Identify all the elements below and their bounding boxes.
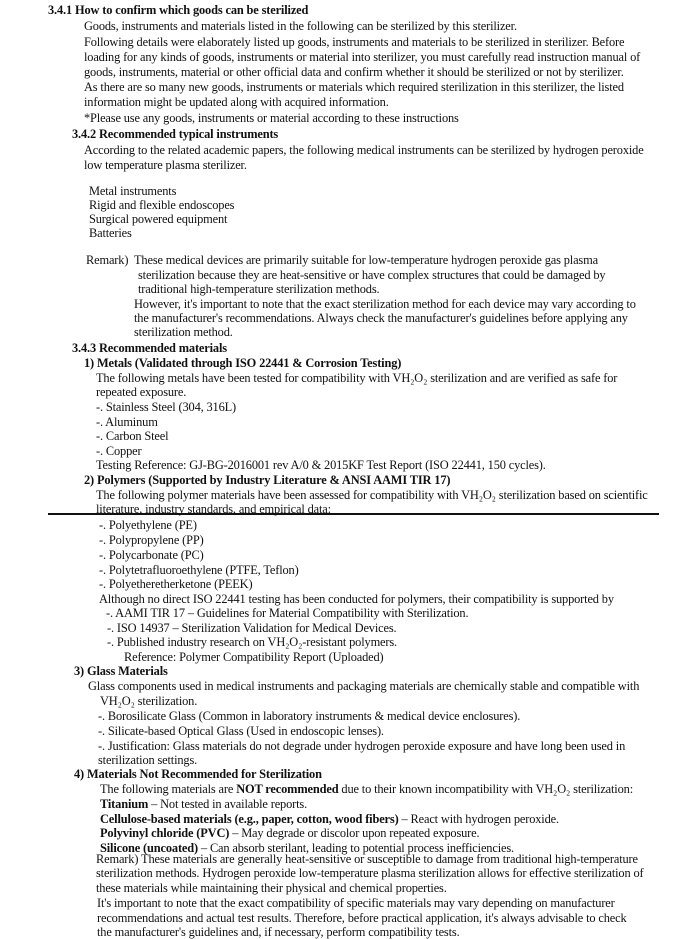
- paragraph-line: repeated exposure.: [96, 385, 187, 399]
- polymer-reference: Reference: Polymer Compatibility Report (Uploaded): [124, 650, 384, 664]
- metal-item: -. Carbon Steel: [96, 429, 169, 443]
- material-name: Polyvinyl chloride (PVC): [100, 826, 230, 840]
- instrument-item: Metal instruments: [89, 184, 177, 198]
- paragraph-line: As there are so many new goods, instruments or materials which required sterilization in this sterilizer, the listed: [84, 80, 624, 94]
- paragraph-line: Following details were elaborately listed up goods, instruments and materials to be sterilized in sterilizer. Before: [84, 35, 625, 49]
- remark-line: However, it's important to note that the exact sterilization method for each device may vary according to: [134, 297, 636, 311]
- remark-line: these materials while maintaining their physical and chemical properties.: [96, 881, 447, 895]
- testing-reference: Testing Reference: GJ-BG-2016001 rev A/0 & 2015KF Test Report (ISO 22441, 150 cycles).: [96, 458, 546, 472]
- metal-item: -. Aluminum: [96, 415, 158, 429]
- remark-line: the manufacturer's guidelines and, if necessary, perform compatibility tests.: [97, 925, 460, 939]
- intro-text: The following materials are: [100, 782, 237, 796]
- remark-line: traditional high-temperature sterilization methods.: [138, 282, 380, 296]
- material-name: Titanium: [100, 797, 149, 811]
- material-desc: – React with hydrogen peroxide.: [398, 812, 559, 826]
- remark-line: sterilization method.: [134, 325, 233, 339]
- subsection-heading-not-recommended: 4) Materials Not Recommended for Sterilization: [74, 767, 322, 781]
- support-item: -. Published industry research on VH₂O₂-resistant polymers.: [107, 635, 398, 649]
- support-item: -. AAMI TIR 17 – Guidelines for Material Compatibility with Sterilization.: [106, 606, 469, 620]
- remark-line: sterilization because they are heat-sensitive or have complex structures that could be damaged by: [138, 268, 606, 282]
- paragraph-line: goods, instruments, material or other official data and confirm whether it should be sterilized or not by sterilizer.: [84, 65, 624, 79]
- paragraph-line: VH₂O₂ sterilization.: [100, 694, 198, 708]
- glass-justification: sterilization settings.: [98, 753, 198, 767]
- paragraph-line: information might be updated along with acquired information.: [84, 95, 389, 109]
- subsection-heading-polymers: 2) Polymers (Supported by Industry Literature & ANSI AAMI TIR 17): [84, 473, 451, 487]
- remark-line: It's important to note that the exact compatibility of specific materials may vary depending on manufacturer: [97, 896, 615, 910]
- polymer-item: -. Polypropylene (PP): [99, 533, 204, 547]
- paragraph-line: Although no direct ISO 22441 testing has been conducted for polymers, their compatibility is supported by: [99, 592, 614, 606]
- polymer-item: -. Polyetheretherketone (PEEK): [99, 577, 253, 591]
- paragraph-line: Glass components used in medical instruments and packaging materials are chemically stable and compatible with: [88, 679, 640, 693]
- not-recommended-emphasis: NOT recommended: [236, 782, 339, 796]
- note-line: *Please use any goods, instruments or material according to these instructions: [84, 111, 459, 125]
- not-recommended-item: [100, 797, 307, 811]
- instrument-item: Rigid and flexible endoscopes: [89, 198, 235, 212]
- paragraph-line: Goods, instruments and materials listed in the following can be sterilized by this sterilizer.: [84, 19, 517, 33]
- paragraph-line: low temperature plasma sterilizer.: [84, 158, 247, 172]
- subsection-heading-metals: 1) Metals (Validated through ISO 22441 & Corrosion Testing): [84, 356, 402, 370]
- instrument-item: Batteries: [89, 226, 132, 240]
- remark-label: Remark): [86, 253, 129, 267]
- material-name: Silicone (uncoated): [100, 841, 198, 855]
- subsection-heading-glass: 3) Glass Materials: [74, 664, 168, 678]
- polymer-item: -. Polyethylene (PE): [99, 518, 197, 532]
- polymer-item: -. Polytetrafluoroethylene (PTFE, Teflon): [99, 563, 299, 577]
- paragraph-line: loading for any kinds of goods, instruments or material into sterilizer, you must carefully read instruction manual of: [84, 50, 641, 64]
- not-recommended-item: [100, 826, 479, 840]
- polymer-item: -. Polycarbonate (PC): [99, 548, 204, 562]
- remark-line: sterilization methods. Hydrogen peroxide low-temperature plasma sterilization allows for effective sterilization of: [96, 866, 644, 880]
- not-recommended-intro: [100, 782, 633, 796]
- material-desc: – May degrade or discolor upon repeated exposure.: [229, 826, 480, 840]
- remark-line: recommendations and actual test results. Therefore, before practical application, it's always advisable to check: [97, 911, 627, 925]
- glass-item: -. Borosilicate Glass (Common in laboratory instruments & medical device enclosures).: [98, 709, 521, 723]
- section-heading-3-4-1: 3.4.1 How to confirm which goods can be sterilized: [48, 3, 309, 17]
- section-heading-3-4-2: 3.4.2 Recommended typical instruments: [72, 127, 279, 141]
- glass-justification: -. Justification: Glass materials do not degrade under hydrogen peroxide exposure and have long been used in: [98, 739, 626, 753]
- paragraph-line: According to the related academic papers, the following medical instruments can be sterilized by hydrogen peroxide: [84, 143, 644, 157]
- metal-item: -. Stainless Steel (304, 316L): [96, 400, 237, 414]
- paragraph-line: literature, industry standards, and empirical data:: [96, 502, 331, 516]
- paragraph-line: The following polymer materials have been assessed for compatibility with VH₂O₂ sterilization based on scientific: [96, 488, 648, 502]
- section-heading-3-4-3: 3.4.3 Recommended materials: [72, 341, 227, 355]
- remark-line: These medical devices are primarily suitable for low-temperature hydrogen peroxide gas plasma: [134, 253, 598, 267]
- support-item: -. ISO 14937 – Sterilization Validation for Medical Devices.: [107, 621, 397, 635]
- remark-line: Remark) These materials are generally heat-sensitive or susceptible to damage from traditional high-temperature: [96, 852, 638, 866]
- material-desc: – Not tested in available reports.: [148, 797, 308, 811]
- metal-item: -. Copper: [96, 444, 142, 458]
- material-desc: – Can absorb sterilant, leading to potential process inefficiencies.: [198, 841, 514, 855]
- intro-text: due to their known incompatibility with VH₂O₂ sterilization:: [338, 782, 633, 796]
- glass-item: -. Silicate-based Optical Glass (Used in endoscopic lenses).: [98, 724, 384, 738]
- material-name: Cellulose-based materials (e.g., paper, cotton, wood fibers): [100, 812, 399, 826]
- remark-line: the manufacturer's recommendations. Always check the manufacturer's guidelines before applying any: [134, 311, 628, 325]
- page-break-rule: [48, 513, 659, 515]
- instrument-item: Surgical powered equipment: [89, 212, 228, 226]
- not-recommended-item: [100, 812, 559, 826]
- paragraph-line: The following metals have been tested for compatibility with VH₂O₂ sterilization and are verified as safe for: [96, 371, 618, 385]
